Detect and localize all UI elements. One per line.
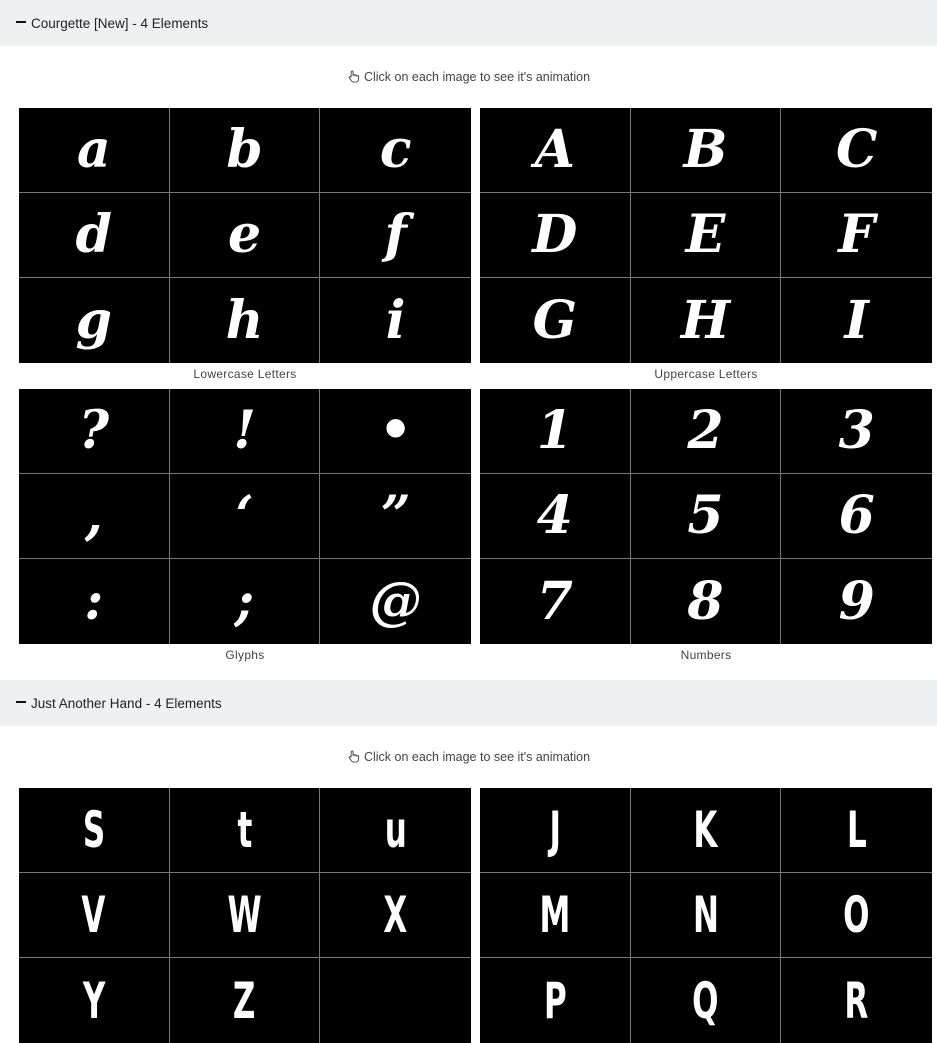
section-header-just-another-hand[interactable]: [0, 680, 937, 726]
glyph-cell: A: [480, 108, 631, 193]
glyph-cell: X: [320, 873, 471, 958]
glyph-cell: I: [844, 289, 869, 351]
glyph-cell: [320, 958, 471, 1043]
glyph-cell: L: [781, 788, 932, 873]
glyph-cell: •: [320, 389, 471, 474]
glyph-cell: ;: [170, 559, 321, 644]
glyph-cell: N: [631, 873, 782, 958]
glyph-cell: B: [631, 108, 782, 193]
minus-icon[interactable]: [16, 701, 26, 703]
glyph-cell: P: [480, 958, 631, 1043]
glyph-cell: h: [170, 278, 321, 363]
pointing-hand-icon: [347, 70, 360, 83]
section-header-courgette[interactable]: [0, 0, 937, 46]
glyph-cell: S: [19, 788, 170, 873]
glyph-cell: 7: [480, 559, 631, 644]
section-title: Just Another Hand - 4 Elements: [31, 695, 222, 711]
uppercase-letters-grid[interactable]: [480, 108, 932, 363]
grid-caption: Lowercase Letters: [193, 367, 297, 381]
lowercase-letters-grid[interactable]: [19, 788, 471, 1043]
glyph-cell: R: [844, 971, 869, 1030]
glyph-cell: ‘: [170, 474, 321, 559]
glyph-cell: G: [480, 278, 631, 363]
lowercase-letters-grid[interactable]: [19, 108, 471, 363]
glyph-cell: i: [385, 289, 406, 351]
animation-hint: Click on each image to see it's animation: [0, 70, 937, 84]
glyph-cell: d: [19, 193, 170, 278]
glyph-cell: 4: [480, 474, 631, 559]
glyph-cell: 8: [631, 559, 782, 644]
pointing-hand-icon: [347, 750, 360, 763]
glyph-cell: V: [19, 873, 170, 958]
glyph-cell: Y: [19, 958, 170, 1043]
glyph-cell: C: [781, 108, 932, 193]
glyph-cell: 5: [631, 474, 782, 559]
glyph-cell: a: [19, 108, 170, 193]
glyph-cell: H: [631, 278, 782, 363]
glyph-cell: 9: [838, 570, 875, 632]
glyph-cell: ”: [320, 474, 471, 559]
glyph-cell: E: [631, 193, 782, 278]
glyph-cell: J: [480, 788, 631, 873]
glyph-cell: !: [170, 389, 321, 474]
glyph-cell: Q: [631, 958, 782, 1043]
glyph-cell: K: [631, 788, 782, 873]
glyph-cell: ?: [19, 389, 170, 474]
grid-caption: Uppercase Letters: [654, 367, 758, 381]
glyph-cell: f: [320, 193, 471, 278]
glyphs-grid[interactable]: [19, 389, 471, 644]
glyph-cell: Z: [170, 958, 321, 1043]
glyph-cell: ,: [19, 474, 170, 559]
glyph-cell: :: [19, 559, 170, 644]
glyph-cell: @: [369, 570, 422, 632]
glyph-cell: g: [19, 278, 170, 363]
glyph-cell: b: [170, 108, 321, 193]
glyph-cell: 3: [781, 389, 932, 474]
glyph-cell: e: [170, 193, 321, 278]
minus-icon[interactable]: [16, 21, 26, 23]
animation-hint: Click on each image to see it's animation: [0, 750, 937, 764]
glyph-cell: F: [781, 193, 932, 278]
grid-caption: Numbers: [680, 648, 732, 662]
glyph-cell: O: [781, 873, 932, 958]
section-title: Courgette [New] - 4 Elements: [31, 15, 209, 31]
glyph-cell: 1: [480, 389, 631, 474]
glyph-cell: D: [480, 193, 631, 278]
glyph-cell: W: [170, 873, 321, 958]
uppercase-letters-grid[interactable]: [480, 788, 932, 1043]
glyph-cell: 2: [631, 389, 782, 474]
glyph-cell: t: [170, 788, 321, 873]
glyph-cell: 6: [781, 474, 932, 559]
numbers-grid[interactable]: [480, 389, 932, 644]
glyph-cell: c: [320, 108, 471, 193]
glyph-cell: u: [320, 788, 471, 873]
glyph-cell: M: [480, 873, 631, 958]
grid-caption: Glyphs: [225, 648, 265, 662]
